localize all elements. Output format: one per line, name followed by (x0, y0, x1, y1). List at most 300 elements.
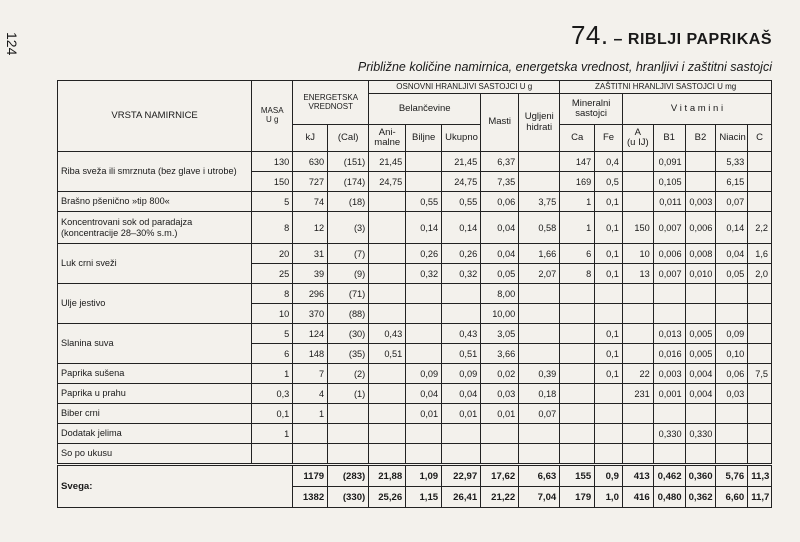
total-cal: (283) (328, 465, 369, 487)
cell-fat: 0,02 (481, 364, 519, 384)
cell-animal (369, 444, 406, 465)
cell-ca (560, 344, 595, 364)
cell-c (748, 152, 772, 172)
cell-ca: 6 (560, 244, 595, 264)
cell-kj: 370 (293, 304, 328, 324)
cell-fat: 0,03 (481, 384, 519, 404)
cell-animal (369, 424, 406, 444)
cell-a: 10 (622, 244, 653, 264)
cell-total: 0,09 (442, 364, 481, 384)
cell-mass (252, 444, 293, 465)
total-carb: 7,04 (519, 487, 560, 508)
cell-kj: 296 (293, 284, 328, 304)
table-row (58, 152, 772, 172)
cell-carb: 2,07 (519, 264, 560, 284)
cell-total: 0,26 (442, 244, 481, 264)
cell-carb: 0,39 (519, 364, 560, 384)
cell-niacin: 0,10 (716, 344, 748, 364)
total-plant: 1,09 (406, 465, 442, 487)
nutrition-table (57, 80, 772, 508)
cell-animal (369, 404, 406, 424)
cell-b1: 0,006 (653, 244, 685, 264)
cell-ca (560, 364, 595, 384)
cell-b1 (653, 284, 685, 304)
cell-ca (560, 424, 595, 444)
cell-a (622, 152, 653, 172)
cell-fe (595, 284, 623, 304)
cell-kj: 124 (293, 324, 328, 344)
food-name: Koncentrovani sok od paradajza (koncentracije 28–30% s.m.) (58, 212, 252, 244)
cell-a (622, 424, 653, 444)
cell-cal: (2) (328, 364, 369, 384)
total-total: 22,97 (442, 465, 481, 487)
total-kj: 1382 (293, 487, 328, 508)
total-a: 413 (622, 465, 653, 487)
cell-kj: 7 (293, 364, 328, 384)
total-ca: 155 (560, 465, 595, 487)
cell-carb: 0,58 (519, 212, 560, 244)
cell-fat (481, 444, 519, 465)
cell-plant: 0,55 (406, 192, 442, 212)
cell-cal: (18) (328, 192, 369, 212)
cell-animal (369, 364, 406, 384)
cell-kj: 74 (293, 192, 328, 212)
cell-ca (560, 384, 595, 404)
cell-ca (560, 404, 595, 424)
cell-niacin: 0,05 (716, 264, 748, 284)
cell-a (622, 344, 653, 364)
cell-ca: 1 (560, 192, 595, 212)
cell-fat: 8,00 (481, 284, 519, 304)
cell-carb (519, 444, 560, 465)
food-name: Biber crni (58, 404, 252, 424)
cell-total: 0,01 (442, 404, 481, 424)
cell-fat: 7,35 (481, 172, 519, 192)
cell-niacin: 5,33 (716, 152, 748, 172)
cell-total: 24,75 (442, 172, 481, 192)
recipe-name: RIBLJI PAPRIKAŠ (627, 31, 772, 48)
cell-b2: 0,008 (685, 244, 716, 264)
total-plant: 1,15 (406, 487, 442, 508)
food-name: Brašno pšenično »tip 800« (58, 192, 252, 212)
cell-fat: 3,05 (481, 324, 519, 344)
cell-animal (369, 192, 406, 212)
cell-cal (328, 404, 369, 424)
cell-total: 0,51 (442, 344, 481, 364)
cell-carb: 0,07 (519, 404, 560, 424)
cell-a: 22 (622, 364, 653, 384)
cell-niacin: 6,15 (716, 172, 748, 192)
cell-animal (369, 304, 406, 324)
cell-cal: (174) (328, 172, 369, 192)
cell-mass: 5 (252, 192, 293, 212)
cell-b2 (685, 284, 716, 304)
cell-b1: 0,001 (653, 384, 685, 404)
cell-plant (406, 172, 442, 192)
cell-kj: 727 (293, 172, 328, 192)
cell-cal (328, 444, 369, 465)
cell-niacin (716, 304, 748, 324)
cell-niacin: 0,07 (716, 192, 748, 212)
cell-total (442, 424, 481, 444)
cell-animal (369, 384, 406, 404)
cell-total (442, 444, 481, 465)
total-cal: (330) (328, 487, 369, 508)
table-row (58, 444, 772, 465)
cell-niacin (716, 444, 748, 465)
cell-b1: 0,330 (653, 424, 685, 444)
cell-kj (293, 424, 328, 444)
total-a: 416 (622, 487, 653, 508)
cell-fe (595, 404, 623, 424)
cell-mass: 20 (252, 244, 293, 264)
cell-b2: 0,003 (685, 192, 716, 212)
cell-mass: 150 (252, 172, 293, 192)
total-c: 11,7 (748, 487, 772, 508)
cell-cal: (3) (328, 212, 369, 244)
cell-mass: 8 (252, 284, 293, 304)
cell-fe: 0,1 (595, 364, 623, 384)
cell-fe: 0,1 (595, 264, 623, 284)
cell-b2: 0,005 (685, 344, 716, 364)
food-name: Riba sveža ili smrznuta (bez glave i utrobe) (58, 152, 252, 192)
cell-fe (595, 384, 623, 404)
total-niacin: 5,76 (716, 465, 748, 487)
total-animal: 25,26 (369, 487, 406, 508)
cell-a (622, 192, 653, 212)
cell-b2 (685, 152, 716, 172)
cell-mass: 6 (252, 344, 293, 364)
table-row (58, 284, 772, 304)
cell-plant (406, 152, 442, 172)
header-carbs: Ugljeni hidrati (519, 94, 560, 152)
cell-plant (406, 284, 442, 304)
header-niacin: Niacin (716, 125, 748, 152)
cell-kj: 4 (293, 384, 328, 404)
cell-niacin: 0,04 (716, 244, 748, 264)
cell-b2 (685, 444, 716, 465)
cell-animal (369, 284, 406, 304)
cell-mass: 10 (252, 304, 293, 324)
cell-cal: (35) (328, 344, 369, 364)
cell-c (748, 344, 772, 364)
cell-a: 13 (622, 264, 653, 284)
cell-mass: 8 (252, 212, 293, 244)
food-name: Paprika sušena (58, 364, 252, 384)
cell-a (622, 324, 653, 344)
cell-a (622, 444, 653, 465)
cell-b1 (653, 444, 685, 465)
total-kj: 1179 (293, 465, 328, 487)
cell-ca: 147 (560, 152, 595, 172)
cell-total: 21,45 (442, 152, 481, 172)
cell-c (748, 384, 772, 404)
header-fats: Masti (481, 94, 519, 152)
cell-cal: (71) (328, 284, 369, 304)
header-basic-nutrients: OSNOVNI HRANLJIVI SASTOJCI U g (369, 81, 560, 94)
cell-c (748, 284, 772, 304)
food-name: Ulje jestivo (58, 284, 252, 324)
cell-c: 7,5 (748, 364, 772, 384)
cell-fe: 0,1 (595, 324, 623, 344)
header-protective-nutrients: ZAŠTITNI HRANLJIVI SASTOJCI U mg (560, 81, 772, 94)
cell-ca (560, 444, 595, 465)
header-vitamin-c: C (748, 125, 772, 152)
cell-kj (293, 444, 328, 465)
header-vitamins: V i t a m i n i (622, 94, 771, 125)
cell-cal: (30) (328, 324, 369, 344)
cell-niacin (716, 284, 748, 304)
cell-fe: 0,1 (595, 192, 623, 212)
cell-plant (406, 444, 442, 465)
table-row (58, 364, 772, 384)
cell-fe: 0,1 (595, 344, 623, 364)
cell-animal: 21,45 (369, 152, 406, 172)
cell-plant (406, 324, 442, 344)
cell-mass: 25 (252, 264, 293, 284)
cell-animal: 24,75 (369, 172, 406, 192)
cell-b1: 0,091 (653, 152, 685, 172)
cell-carb (519, 152, 560, 172)
cell-carb: 0,18 (519, 384, 560, 404)
cell-niacin: 0,06 (716, 364, 748, 384)
total-ca: 179 (560, 487, 595, 508)
cell-c (748, 192, 772, 212)
cell-b2 (685, 404, 716, 424)
cell-cal: (7) (328, 244, 369, 264)
food-name: Dodatak jelima (58, 424, 252, 444)
cell-cal (328, 424, 369, 444)
cell-plant: 0,26 (406, 244, 442, 264)
cell-animal: 0,51 (369, 344, 406, 364)
food-name: Paprika u prahu (58, 384, 252, 404)
table-row (58, 324, 772, 344)
table-row (58, 244, 772, 264)
header-food: VRSTA NAMIRNICE (58, 81, 252, 152)
cell-kj: 1 (293, 404, 328, 424)
cell-b2: 0,004 (685, 384, 716, 404)
cell-animal: 0,43 (369, 324, 406, 344)
cell-a (622, 284, 653, 304)
table-row (58, 192, 772, 212)
total-b1: 0,462 (653, 465, 685, 487)
cell-c (748, 444, 772, 465)
cell-a (622, 304, 653, 324)
table-row (58, 384, 772, 404)
cell-kj: 12 (293, 212, 328, 244)
table-row (58, 424, 772, 444)
total-b2: 0,360 (685, 465, 716, 487)
cell-b1: 0,105 (653, 172, 685, 192)
cell-b2: 0,006 (685, 212, 716, 244)
table-totals (58, 465, 772, 508)
cell-plant: 0,04 (406, 384, 442, 404)
cell-fe: 0,5 (595, 172, 623, 192)
header-plant: Biljne (406, 125, 442, 152)
cell-ca (560, 284, 595, 304)
cell-carb (519, 324, 560, 344)
cell-fat: 0,05 (481, 264, 519, 284)
cell-total: 0,55 (442, 192, 481, 212)
cell-niacin: 0,09 (716, 324, 748, 344)
cell-niacin (716, 404, 748, 424)
cell-c: 2,2 (748, 212, 772, 244)
cell-fe: 0,1 (595, 244, 623, 264)
cell-niacin: 0,03 (716, 384, 748, 404)
cell-carb (519, 284, 560, 304)
cell-mass: 5 (252, 324, 293, 344)
cell-ca: 169 (560, 172, 595, 192)
cell-plant (406, 424, 442, 444)
total-fat: 17,62 (481, 465, 519, 487)
cell-total (442, 284, 481, 304)
header-vitamin-a: A (u IJ) (622, 125, 653, 152)
cell-ca: 1 (560, 212, 595, 244)
header-b1: B1 (653, 125, 685, 152)
food-name: Slanina suva (58, 324, 252, 364)
cell-kj: 630 (293, 152, 328, 172)
cell-plant: 0,32 (406, 264, 442, 284)
page-title (571, 20, 772, 51)
cell-c: 2,0 (748, 264, 772, 284)
cell-a: 231 (622, 384, 653, 404)
total-b1: 0,480 (653, 487, 685, 508)
cell-carb (519, 304, 560, 324)
cell-plant: 0,09 (406, 364, 442, 384)
total-c: 11,3 (748, 465, 772, 487)
cell-fat: 0,04 (481, 212, 519, 244)
cell-a: 150 (622, 212, 653, 244)
cell-b1: 0,007 (653, 264, 685, 284)
food-name: Luk crni sveži (58, 244, 252, 284)
cell-c (748, 404, 772, 424)
cell-animal (369, 264, 406, 284)
table-body (58, 152, 772, 465)
cell-mass: 0,3 (252, 384, 293, 404)
cell-cal: (151) (328, 152, 369, 172)
cell-fat: 0,06 (481, 192, 519, 212)
cell-fe: 0,4 (595, 152, 623, 172)
cell-b2: 0,004 (685, 364, 716, 384)
cell-b1: 0,011 (653, 192, 685, 212)
cell-niacin: 0,14 (716, 212, 748, 244)
cell-ca (560, 304, 595, 324)
total-animal: 21,88 (369, 465, 406, 487)
cell-plant: 0,01 (406, 404, 442, 424)
table-subtitle: Približne količine namirnica, energetska vrednost, hranljivi i zaštitni sastojci (357, 60, 772, 74)
table-row (58, 404, 772, 424)
header-b2: B2 (685, 125, 716, 152)
cell-b2: 0,005 (685, 324, 716, 344)
cell-ca (560, 324, 595, 344)
cell-c (748, 172, 772, 192)
title-dash: – (608, 31, 628, 48)
cell-plant: 0,14 (406, 212, 442, 244)
header-energy: ENERGETSKA VREDNOST (293, 81, 369, 125)
cell-mass: 0,1 (252, 404, 293, 424)
cell-total: 0,32 (442, 264, 481, 284)
cell-kj: 39 (293, 264, 328, 284)
header-total: Ukupno (442, 125, 481, 152)
table-row (58, 212, 772, 244)
cell-b1: 0,003 (653, 364, 685, 384)
cell-b2 (685, 304, 716, 324)
cell-mass: 1 (252, 424, 293, 444)
cell-plant (406, 344, 442, 364)
food-name: So po ukusu (58, 444, 252, 465)
cell-c (748, 304, 772, 324)
header-animal: Ani- malne (369, 125, 406, 152)
cell-fe (595, 444, 623, 465)
total-niacin: 6,60 (716, 487, 748, 508)
page-number: 124 (4, 32, 20, 56)
cell-b1 (653, 404, 685, 424)
cell-fe: 0,1 (595, 212, 623, 244)
cell-fat: 10,00 (481, 304, 519, 324)
cell-animal (369, 212, 406, 244)
recipe-number: 74. (570, 20, 609, 50)
cell-animal (369, 244, 406, 264)
header-fe: Fe (595, 125, 623, 152)
cell-ca: 8 (560, 264, 595, 284)
cell-fat (481, 424, 519, 444)
cell-plant (406, 304, 442, 324)
total-fe: 0,9 (595, 465, 623, 487)
cell-total: 0,04 (442, 384, 481, 404)
header-proteins: Belančevine (369, 94, 481, 125)
cell-cal: (88) (328, 304, 369, 324)
totals-row (58, 465, 772, 487)
cell-a (622, 172, 653, 192)
cell-total: 0,43 (442, 324, 481, 344)
total-b2: 0,362 (685, 487, 716, 508)
cell-kj: 148 (293, 344, 328, 364)
header-ca: Ca (560, 125, 595, 152)
cell-carb (519, 424, 560, 444)
header-minerals: Mineralni sastojci (560, 94, 623, 125)
cell-fat: 6,37 (481, 152, 519, 172)
header-cal: (Cal) (328, 125, 369, 152)
cell-b1 (653, 304, 685, 324)
header-mass: MASA U g (252, 81, 293, 152)
cell-carb (519, 172, 560, 192)
cell-carb: 1,66 (519, 244, 560, 264)
cell-b2: 0,010 (685, 264, 716, 284)
cell-c (748, 324, 772, 344)
cell-a (622, 404, 653, 424)
total-carb: 6,63 (519, 465, 560, 487)
cell-cal: (1) (328, 384, 369, 404)
cell-b1: 0,007 (653, 212, 685, 244)
total-fat: 21,22 (481, 487, 519, 508)
cell-carb: 3,75 (519, 192, 560, 212)
total-total: 26,41 (442, 487, 481, 508)
totals-label: Svega: (58, 465, 293, 508)
cell-b1: 0,013 (653, 324, 685, 344)
cell-fat: 0,01 (481, 404, 519, 424)
cell-fe (595, 304, 623, 324)
cell-c (748, 424, 772, 444)
cell-carb (519, 344, 560, 364)
cell-fat: 0,04 (481, 244, 519, 264)
cell-kj: 31 (293, 244, 328, 264)
total-fe: 1,0 (595, 487, 623, 508)
cell-total (442, 304, 481, 324)
cell-total: 0,14 (442, 212, 481, 244)
header-kj: kJ (293, 125, 328, 152)
cell-niacin (716, 424, 748, 444)
cell-b2 (685, 172, 716, 192)
